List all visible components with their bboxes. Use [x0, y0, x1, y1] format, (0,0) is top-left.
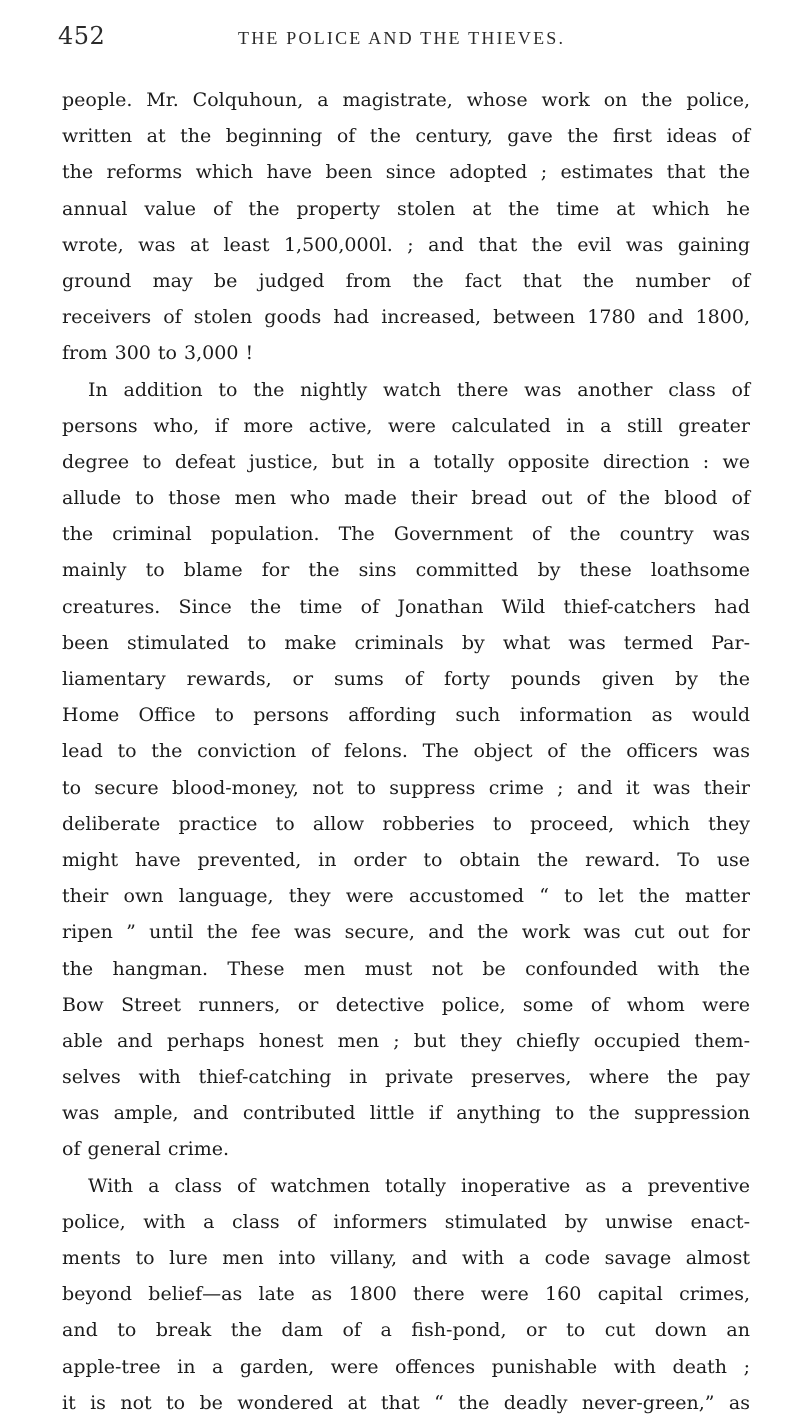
text-line: from 300 to 3,000 ! — [62, 342, 254, 365]
text-line: ground may be judged from the fact that the number of — [62, 269, 750, 292]
text-line: annual value of the property stolen at the time at which he — [62, 197, 750, 220]
text-line: Home Office to persons affording such information as would — [62, 704, 750, 727]
text-line: lead to the conviction of felons. The object of the officers was — [62, 740, 750, 763]
text-line: was ample, and contributed little if anything to the suppression — [62, 1102, 750, 1125]
text-line: persons who, if more active, were calculated in a still greater — [62, 414, 750, 437]
text-line: beyond belief—as late as 1800 there were 160 capital crimes, — [62, 1283, 750, 1306]
text-line: been stimulated to make criminals by what was termed Par- — [62, 631, 750, 654]
text-line: of general crime. — [62, 1138, 230, 1161]
page-number: 452 — [58, 22, 106, 50]
body-text — [62, 82, 750, 1421]
text-line: it is not to be wondered at that “ the deadly never-green,” as — [62, 1391, 750, 1414]
text-line: and to break the dam of a fish-pond, or to cut down an — [62, 1319, 750, 1342]
text-line: ments to lure men into villany, and with a code savage almost — [62, 1247, 750, 1269]
text-line: ripen ” until the fee was secure, and the work was cut out for — [62, 921, 750, 944]
text-line: liamentary rewards, or sums of forty pounds given by the — [62, 668, 750, 690]
running-head — [58, 22, 748, 62]
text-line: the hangman. These men must not be confounded with the — [62, 957, 750, 980]
text-line: the criminal population. The Government of the country was — [62, 523, 750, 546]
text-line: selves with thief-catching in private preserves, where the pay — [62, 1066, 750, 1089]
text-line: the reforms which have been since adopted ; estimates that the — [62, 161, 750, 184]
text-line: wrote, was at least 1,500,000l. ; and that the evil was gaining — [62, 233, 750, 256]
text-line: their own language, they were accustomed “ to let the matter — [62, 885, 750, 908]
text-line: creatures. Since the time of Jonathan Wild thief-catchers had — [62, 595, 750, 618]
text-line: In addition to the nightly watch there was another class of — [88, 378, 750, 401]
running-title: THE POLICE AND THE THIEVES. — [238, 28, 566, 48]
text-line: police, with a class of informers stimulated by unwise enact- — [62, 1210, 750, 1233]
text-line: allude to those men who made their bread out of the blood of — [62, 487, 750, 510]
text-line: able and perhaps honest men ; but they chiefly occupied them- — [62, 1029, 750, 1052]
text-line: might have prevented, in order to obtain the reward. To use — [62, 848, 750, 871]
text-line: mainly to blame for the sins committed by these loathsome — [62, 559, 750, 582]
text-line: apple-tree in a garden, were offences punishable with death ; — [62, 1355, 750, 1378]
text-line: receivers of stolen goods had increased, between 1780 and 1800, — [62, 306, 750, 329]
text-line: Bow Street runners, or detective police, some of whom were — [62, 993, 750, 1016]
text-line: With a class of watchmen totally inoperative as a preventive — [88, 1174, 750, 1197]
text-line: deliberate practice to allow robberies to proceed, which they — [62, 812, 750, 835]
text-line: people. Mr. Colquhoun, a magistrate, whose work on the police, — [62, 89, 750, 111]
text-line: degree to defeat justice, but in a totally opposite direction : we — [62, 450, 750, 473]
text-line: written at the beginning of the century, gave the first ideas of — [62, 125, 750, 148]
text-line: to secure blood-money, not to suppress crime ; and it was their — [62, 776, 750, 799]
